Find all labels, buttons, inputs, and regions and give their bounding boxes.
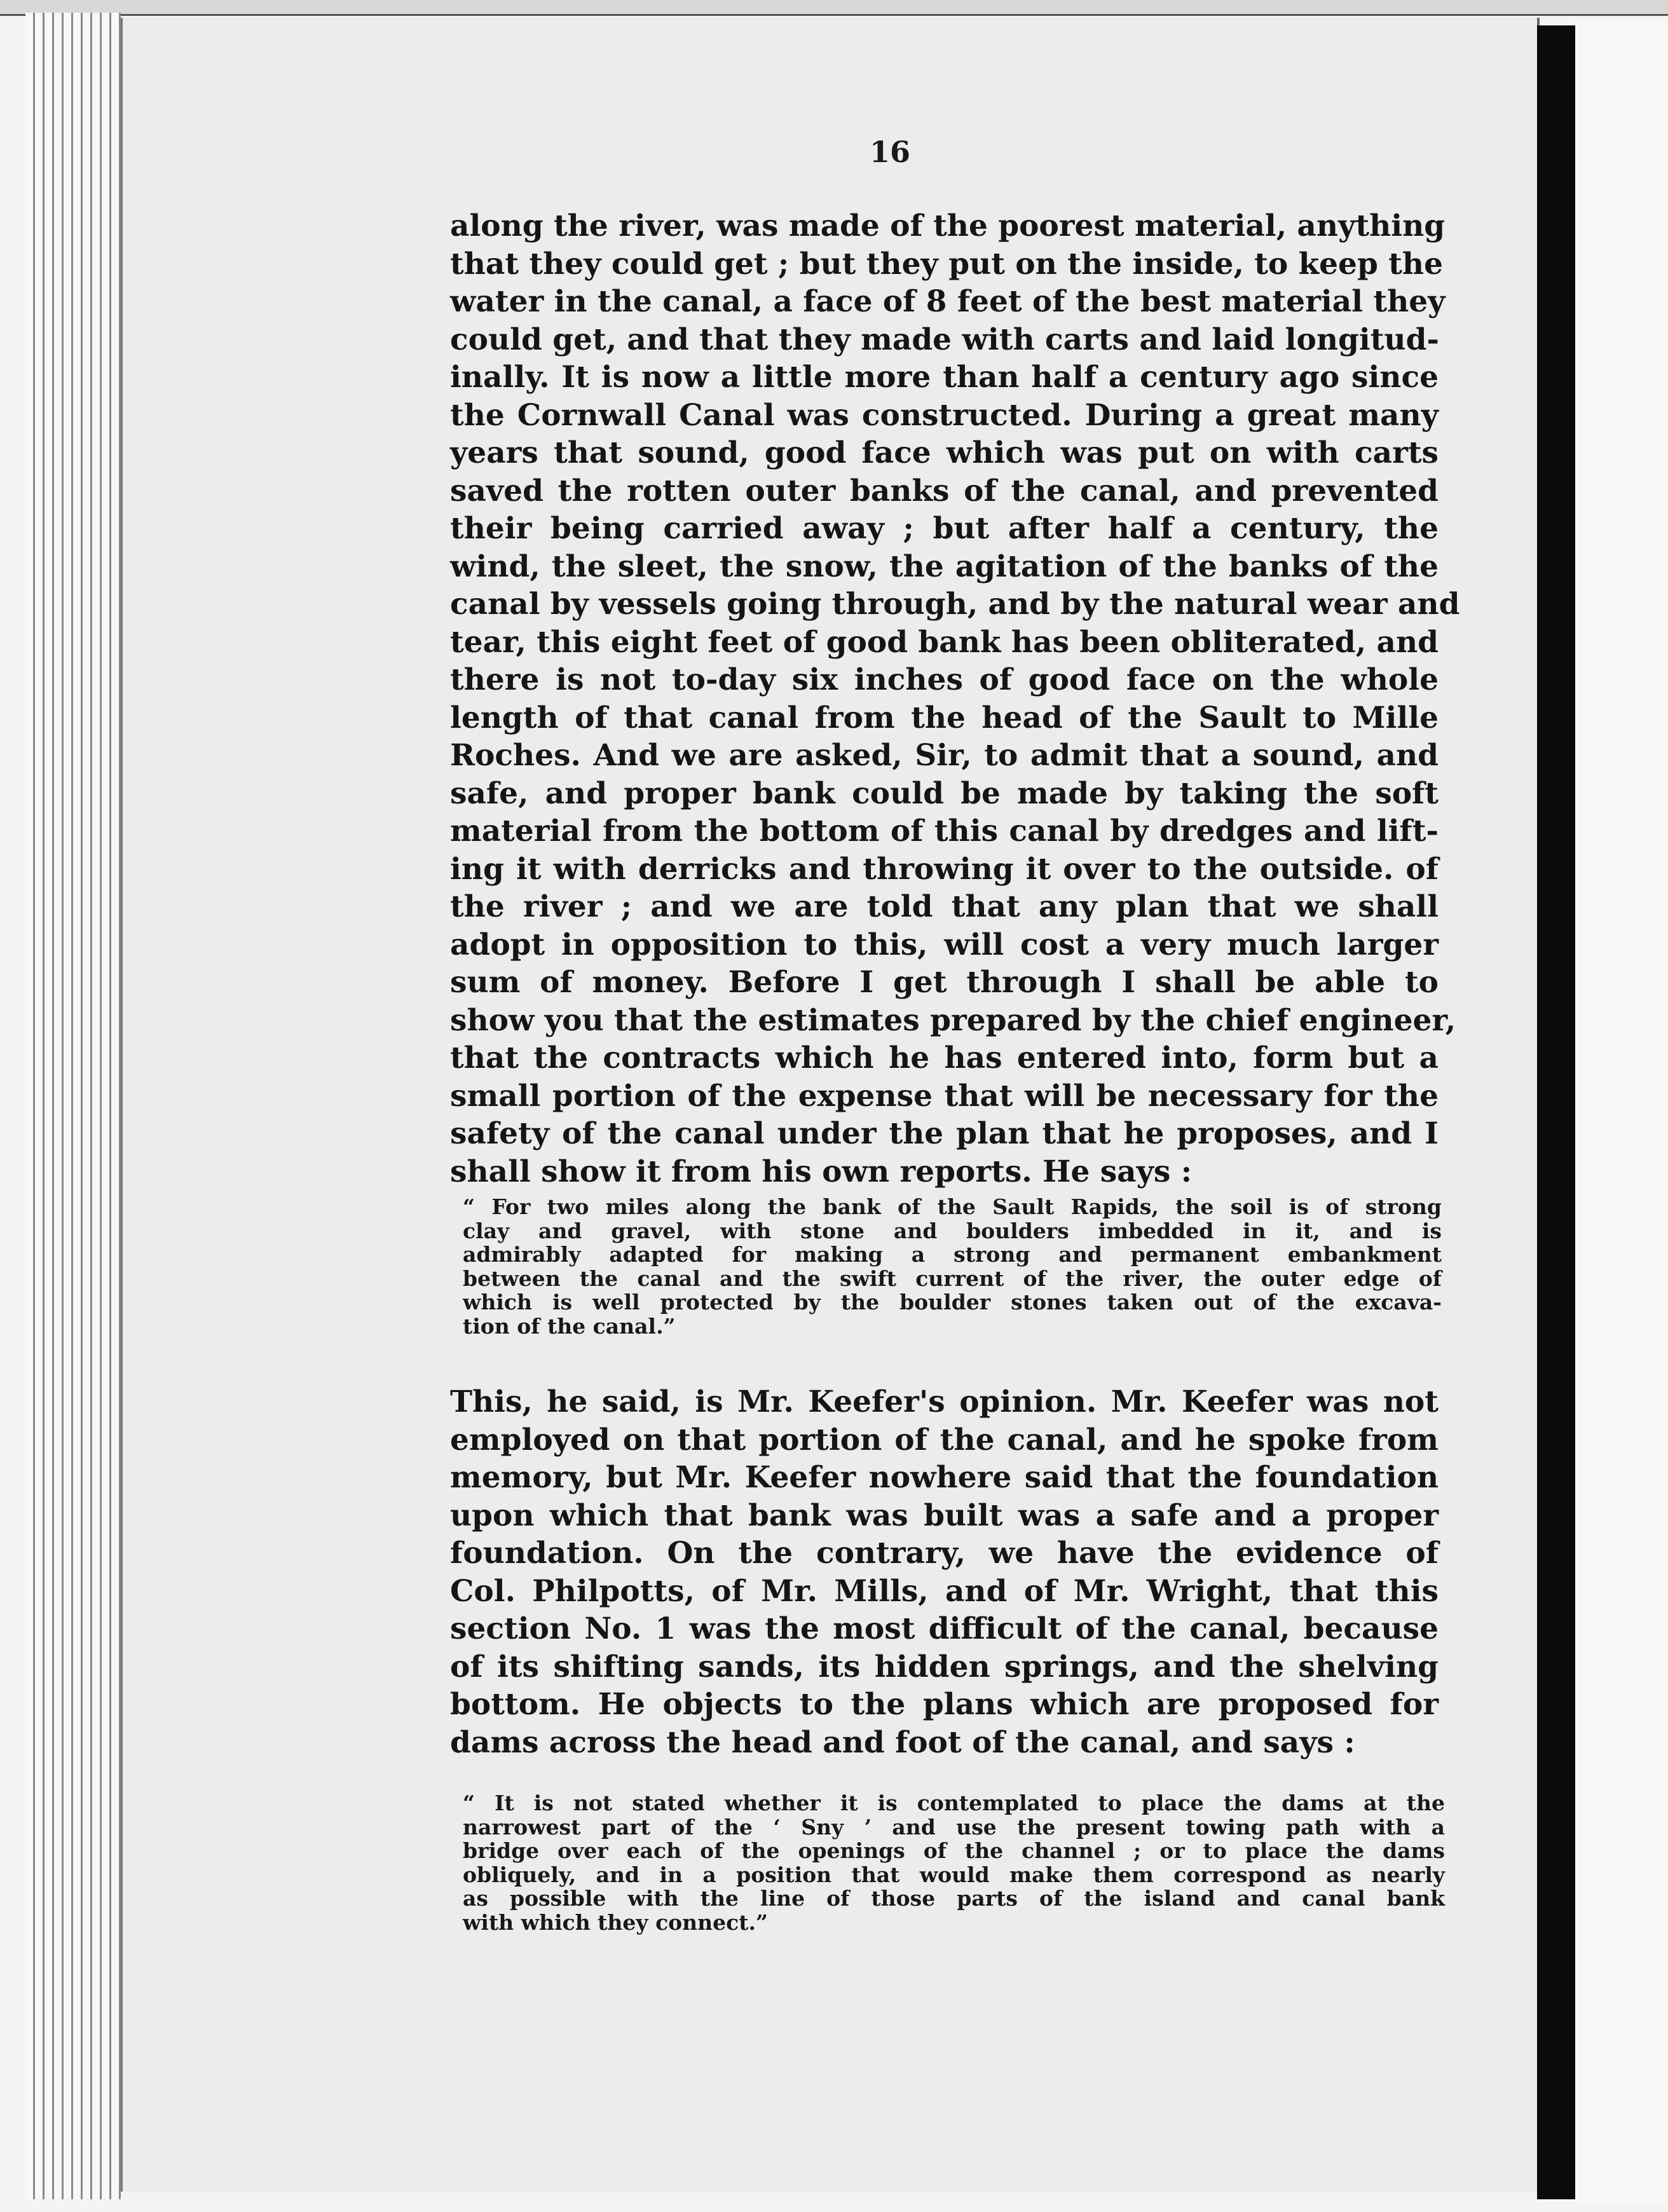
text-line: shall show it from his own reports. He says : [450,1154,1193,1189]
quotation-2 [463,1791,1445,1934]
text-line: safe, and proper bank could be made by taking the soft [450,775,1439,811]
text-line: their being carried away ; but after half a century, the [450,511,1439,546]
quote-line: as possible with the line of those parts of the island and canal bank [463,1886,1445,1911]
quote-line: bridge over each of the openings of the channel ; or to place the dams [463,1838,1445,1863]
top-border [0,0,1668,16]
page-number: 16 [869,135,910,169]
text-line: years that sound, good face which was put on with carts [450,435,1439,470]
quote-line: with which they connect.” [463,1909,768,1935]
quote-line: “ For two miles along the bank of the Sault Rapids, the soil is of strong [463,1194,1442,1219]
text-line: the Cornwall Canal was constructed. During a great many [450,397,1439,433]
text-line: inally. It is now a little more than half a century ago since [450,360,1439,395]
paragraph-1 [450,207,1460,1191]
page-edges [25,13,121,2199]
text-line: employed on that portion of the canal, and he spoke from [450,1422,1439,1458]
text-line: could get, and that they made with carts and laid longitud- [450,322,1439,357]
text-line: foundation. On the contrary, we have the evidence of [450,1536,1439,1571]
text-line: material from the bottom of this canal by dredges and lift- [450,814,1439,849]
text-line: dams across the head and foot of the canal, and says : [450,1724,1355,1760]
text-line: wind, the sleet, the snow, the agitation of the banks of the [450,549,1439,584]
quote-line: admirably adapted for making a strong and permanent embankment [463,1242,1442,1267]
text-line: tear, this eight feet of good bank has been obliterated, and [450,624,1439,660]
quote-line: obliquely, and in a position that would make them correspond as nearly [463,1862,1445,1887]
text-line: length of that canal from the head of the Sault to Mille [450,700,1439,735]
text-line: water in the canal, a face of 8 feet of the best material they [450,284,1446,319]
facing-page-edge [1575,19,1668,2206]
text-line: This, he said, is Mr. Keefer's opinion. Mr. Keefer was not [450,1384,1439,1419]
text-line: that they could get ; but they put on the inside, to keep the [450,246,1443,282]
text-line: there is not to-day six inches of good face on the whole [450,662,1439,697]
text-line: that the contracts which he has entered into, form but a [450,1041,1439,1075]
text-line: the river ; and we are told that any plan that we shall [450,889,1439,924]
paragraph-2 [450,1383,1439,1761]
text-line: show you that the estimates prepared by the chief engineer, [450,1002,1456,1038]
text-line: bottom. He objects to the plans which are proposed for [450,1687,1439,1722]
text-line: of its shifting sands, its hidden springs, and the shelving [450,1649,1439,1684]
text-line: Roches. And we are asked, Sir, to admit that a sound, and [450,738,1439,773]
quote-line: clay and gravel, with stone and boulders imbedded in it, and is [463,1218,1442,1243]
quote-line: narrowest part of the ‘ Sny ’ and use the present towing path with a [463,1814,1445,1840]
text-line: ing it with derricks and throwing it over to the outside. of [450,851,1439,887]
text-line: safety of the canal under the plan that he proposes, and I [450,1116,1439,1151]
text-line: sum of money. Before I get through I shall be able to [450,965,1439,1000]
text-line: section No. 1 was the most difficult of the canal, because [450,1611,1439,1646]
text-line: upon which that bank was built was a safe and a proper [450,1498,1439,1533]
text-line: Col. Philpotts, of Mr. Mills, and of Mr. Wright, that this [450,1573,1439,1609]
quote-line: “ It is not stated whether it is contemplated to place the dams at the [463,1791,1445,1815]
quote-line: which is well protected by the boulder stones taken out of the excava- [463,1290,1442,1314]
text-line: small portion of the expense that will be necessary for the [450,1078,1439,1114]
quote-line: tion of the canal.” [463,1313,676,1339]
text-line: memory, but Mr. Keefer nowhere said that the foundation [450,1460,1439,1495]
text-line: saved the rotten outer banks of the canal, and prevented [450,473,1439,509]
quotation-1 [463,1195,1442,1338]
quote-line: between the canal and the swift current of the river, the outer edge of [463,1266,1442,1291]
binding-shadow [1537,25,1575,2199]
text-line: adopt in opposition to this, will cost a very much larger [450,927,1439,962]
text-line: canal by vessels going through, and by the natural wear and [450,587,1460,622]
text-line: along the river, was made of the poorest material, anything [450,208,1446,243]
